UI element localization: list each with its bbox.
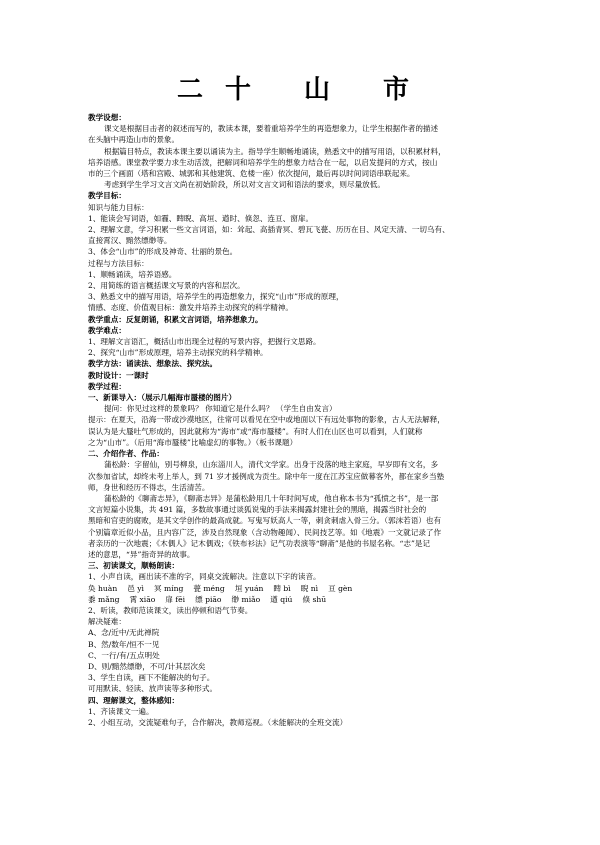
text-line: 2、用简练的语言概括课文写景的内容和层次。	[88, 281, 245, 291]
text-line: 2、听读，教师范读课文，读出停顿和语气节奏。	[88, 605, 253, 615]
pinyin-item: 遒 qiú	[270, 594, 293, 604]
section-heading: 教学目标：	[88, 191, 126, 201]
text-line: 知识与能力目标：	[88, 202, 149, 212]
text-line: 黑暗和官吏的腐败，是其文学创作的最高成就。写鬼写妖高人一等，刺贪刺虐入骨三分。（郭沫若语）也有	[88, 516, 442, 526]
section-heading: 教时设计：一课时	[88, 370, 149, 380]
document-body-continued	[88, 605, 520, 728]
pinyin-item: 霄 xiāo	[129, 594, 156, 604]
text-line: 2、小组互动，交流疑难句子，合作解决，教师巡视。（未能解决的全班交流）	[88, 717, 348, 727]
section-heading: 三、初读课文，顺畅朗读：	[88, 561, 180, 571]
section-heading: 教学重点：反复朗诵，积累文言词语，培养想象力。	[88, 314, 263, 324]
text-line: 培养语感。课堂教学要力求生动活泼，把解词和培养学生的想象力结合在一起，以启发提问的方式，按山	[88, 157, 438, 167]
section-heading: 教学方法：诵读法、想象法、探究法。	[88, 359, 218, 369]
text-line: 提示：在夏天，沿海一带或沙漠地区，往常可以看见在空中或地面以下有远处事物的影象，古人无法解释，	[88, 415, 445, 425]
page-title: 二十 山 市	[176, 75, 432, 105]
text-line: 蒲松龄：字留仙，别号柳泉，山东淄川人，清代文学家。出身于没落的地主家庭，早岁即有文名，多	[104, 460, 439, 470]
text-line: 1、理解文言语汇，概括山市出现全过程的写景内容，把握行文思路。	[88, 337, 321, 347]
text-line: 直接霄汉、黯然缥缈等。	[88, 236, 172, 246]
pinyin-item: 奂 huàn	[88, 583, 118, 593]
section-heading: 教学设想：	[88, 113, 126, 122]
text-line: 2、探究“山市”形成原理，培养主动探究的科学精神。	[88, 348, 268, 358]
text-line: 师，身世和经历不得志，生活清苦。	[88, 482, 210, 492]
text-line: 述的意思，“异”指奇异的故事。	[88, 549, 195, 559]
text-line: B、然/数年/恒不一见	[88, 639, 160, 649]
text-line: 情感、态度、价值观目标：激发并培养主动探究的科学精神。	[88, 303, 294, 313]
text-line: 提问：你见过这样的景象吗？ 你知道它是什么吗？ （学生自由发言）	[104, 404, 337, 414]
text-line: 3、体会“山市”的形成及神奇、壮丽的景色。	[88, 247, 238, 257]
document-page	[88, 74, 520, 728]
pinyin-item: 缥 piāo	[195, 594, 222, 604]
pinyin-row	[88, 583, 520, 594]
pinyin-item: 垣 yuán	[234, 583, 264, 593]
pinyin-list	[88, 583, 520, 605]
document-body	[88, 112, 520, 583]
text-line: 文言短篇小说集，共 491 篇，多数故事通过谈狐说鬼的手法来揭露封建社会的黑暗，揭露当时社会的	[88, 505, 427, 515]
text-line: 1、齐读课文一遍。	[88, 706, 154, 716]
text-line: D、则/黯然缥缈，不可/计其层次矣	[88, 661, 206, 671]
text-line: 个别篇章近似小品，且内容广泛，涉及自然现象（含动物趣闻）、民间技艺等。如《地震》一文就记录了作	[88, 527, 442, 537]
text-line: 者亲历的一次地震；《木偶人》记木偶戏；《铁布衫法》记气功表演等“聊斋”是他的书屋名称。“志”是记	[88, 538, 431, 548]
pinyin-item: 甍 méng	[193, 583, 225, 593]
text-line: 过程与方法目标：	[88, 258, 149, 268]
text-line: 蒲松龄的《聊斋志异》，《聊斋志异》是蒲松龄用几十年时间写成，他自称本书为“孤愤之书”，是一部	[104, 493, 439, 503]
text-line: 2、理解文意，学习积累一些文言词语，如：耸起、高插青冥、碧瓦飞甍、历历在目、风定天清、一切乌有、	[88, 225, 450, 235]
text-line: 之为“山市”。（后用“海市蜃楼”比喻虚幻的事物。）（板书课题）	[88, 437, 298, 447]
pinyin-item: 缈 miǎo	[231, 594, 261, 604]
pinyin-item: 冥 míng	[153, 583, 184, 593]
pinyin-item: 睥 bì	[273, 583, 291, 593]
section-heading: 二、介绍作者、作品：	[88, 449, 164, 459]
text-line: C、一行/有/五点明处	[88, 650, 160, 660]
text-line: 1、顺畅诵读，培养语感。	[88, 269, 177, 279]
section-heading: 一、新课导入：（展示几幅海市蜃楼的图片）	[88, 393, 237, 403]
text-line: 根据篇目特点，教读本课主要以诵读为主。指导学生顺畅地诵读，熟悉文中的描写用语，以积累材料，	[104, 146, 446, 156]
text-line: 可用默读、轻读、放声读等多种形式。	[88, 684, 218, 694]
pinyin-item: 亘 gèn	[328, 583, 353, 593]
pinyin-item: 睨 nì	[300, 583, 319, 593]
text-line: 1、小声自读，画出读不准的字，同桌交流解决。注意以下字的读音。	[88, 572, 321, 582]
text-line: 3、熟悉文中的描写用语，培养学生的再造想象力，探究“山市”形成的原理，	[88, 292, 344, 302]
text-line: 课文是根据目击者的叙述而写的，教读本课，要着重培养学生的再造想象力，让学生根据作者的描述	[104, 124, 439, 134]
text-line: 误认为是大蜃吐气形成的，因此就称为“海市”或“海市蜃楼”。有时人们在山区也可以看到，人们就称	[88, 426, 423, 436]
text-line: 解决疑难：	[88, 617, 126, 627]
text-line: A、念/近中/无此禅院	[88, 628, 160, 638]
text-line: 3、学生自读，画下不能解决的句子。	[88, 673, 215, 683]
text-line: 市的三个画面（塔和宫殿、城郭和其他建筑、危楼一座）依次提问，最后再以时间词语串联起来。	[88, 169, 415, 179]
pinyin-item: 黍 mǎng	[88, 594, 120, 604]
section-heading: 教学过程：	[88, 381, 126, 391]
text-line: 在头脑中再造山市的景象。	[88, 135, 180, 145]
section-heading: 教学难点：	[88, 325, 126, 335]
text-line: 次参加省试，却终未考上举人，到 71 岁才援例成为贡生。除中年一度在江苏宝应做幕客外，都在家乡当塾	[88, 471, 445, 481]
section-heading: 四、理解课文，整体感知：	[88, 695, 180, 705]
pinyin-row	[88, 594, 520, 605]
pinyin-item: 倏 shū	[302, 594, 327, 604]
pinyin-item: 扉 fēi	[165, 594, 186, 604]
text-line: 考虑到学生学习文言文尚在初始阶段，所以对文言文词和语法的要求，则尽量放低。	[104, 180, 385, 190]
text-line: 1、能读会写词语，如霾、睥睨、高垣、遒时、倏忽、连亘、窗扉。	[88, 213, 314, 223]
pinyin-item: 邑 yì	[127, 583, 144, 593]
